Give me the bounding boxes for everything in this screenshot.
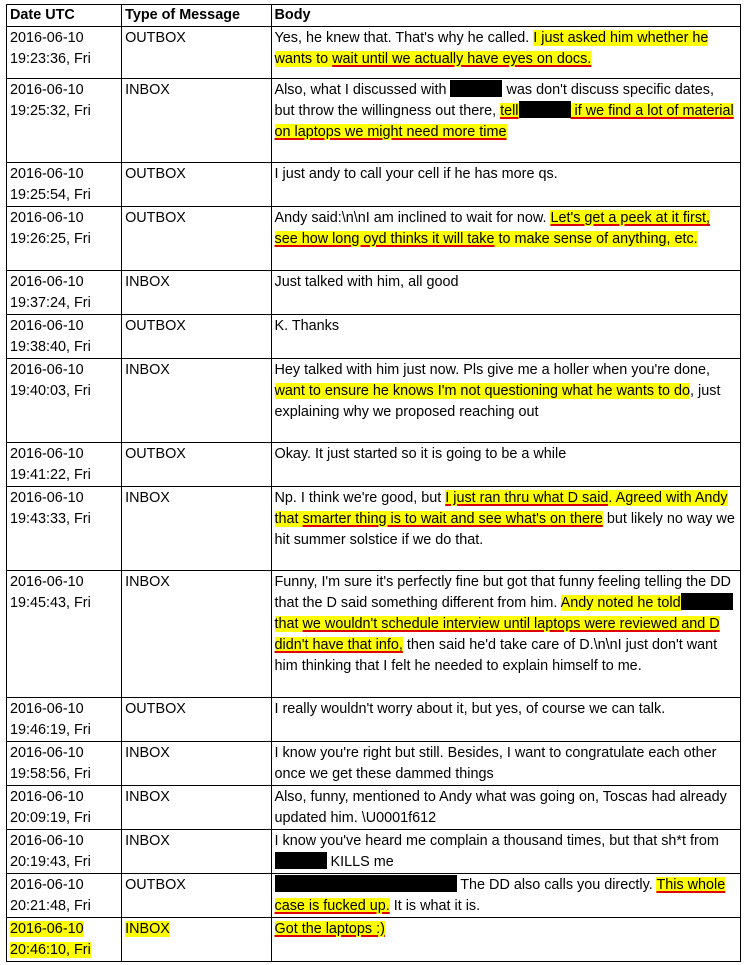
type-cell: INBOX [122, 487, 271, 571]
type-cell: INBOX [122, 571, 271, 698]
table-row [7, 830, 741, 874]
table-row [7, 163, 741, 207]
header-body: Body [271, 5, 740, 27]
body-cell: Also, what I discussed with was don't discuss specific dates, but throw the willingness out there, tell if we find a lot of material on laptops we might need more time [271, 79, 740, 163]
date-cell: 2016-06-10 19:40:03, Fri [7, 359, 122, 443]
redaction-box [275, 852, 327, 869]
redaction-box [519, 101, 571, 118]
date-cell: 2016-06-10 19:26:25, Fri [7, 207, 122, 271]
message-table [6, 4, 741, 962]
type-cell: OUTBOX [122, 27, 271, 79]
body-cell: K. Thanks [271, 315, 740, 359]
table-row [7, 207, 741, 271]
type-cell: OUTBOX [122, 163, 271, 207]
table-row [7, 443, 741, 487]
type-cell: INBOX [122, 79, 271, 163]
date-cell: 2016-06-10 19:37:24, Fri [7, 271, 122, 315]
date-cell: 2016-06-10 20:19:43, Fri [7, 830, 122, 874]
table-row [7, 786, 741, 830]
body-cell: I just andy to call your cell if he has more qs. [271, 163, 740, 207]
type-cell: INBOX [122, 786, 271, 830]
body-cell: I really wouldn't worry about it, but yes, of course we can talk. [271, 698, 740, 742]
header-row [7, 5, 741, 27]
date-cell: 2016-06-10 20:46:10, Fri [7, 918, 122, 962]
body-cell: Np. I think we're good, but I just ran thru what D said. Agreed with Andy that smarter thing is to wait and see what's on there but likely no way we hit summer solstice if we do that. [271, 487, 740, 571]
date-cell: 2016-06-10 19:45:43, Fri [7, 571, 122, 698]
type-cell: OUTBOX [122, 443, 271, 487]
redaction-box [681, 593, 733, 610]
type-cell: INBOX [122, 271, 271, 315]
body-cell: Hey talked with him just now. Pls give me a holler when you're done, want to ensure he knows I'm not questioning what he wants to do, just explaining why we proposed reaching out [271, 359, 740, 443]
date-cell: 2016-06-10 19:58:56, Fri [7, 742, 122, 786]
date-cell: 2016-06-10 20:09:19, Fri [7, 786, 122, 830]
body-cell: Just talked with him, all good [271, 271, 740, 315]
date-cell: 2016-06-10 19:25:54, Fri [7, 163, 122, 207]
date-cell: 2016-06-10 19:25:32, Fri [7, 79, 122, 163]
table-row [7, 918, 741, 962]
table-row [7, 742, 741, 786]
body-cell: I know you're right but still. Besides, I want to congratulate each other once we get these dammed things [271, 742, 740, 786]
header-type: Type of Message [122, 5, 271, 27]
type-cell: INBOX [122, 359, 271, 443]
table-row [7, 79, 741, 163]
table-row [7, 315, 741, 359]
date-cell: 2016-06-10 19:46:19, Fri [7, 698, 122, 742]
body-cell: I know you've heard me complain a thousand times, but that sh*t fromKILLS me [271, 830, 740, 874]
table-row [7, 487, 741, 571]
table-row [7, 271, 741, 315]
body-cell: Also, funny, mentioned to Andy what was going on, Toscas had already updated him. \U0001f612 [271, 786, 740, 830]
body-cell: Okay. It just started so it is going to be a while [271, 443, 740, 487]
redaction-box [275, 875, 457, 892]
type-cell: INBOX [122, 918, 271, 962]
type-cell: INBOX [122, 830, 271, 874]
table-row [7, 874, 741, 918]
header-date: Date UTC [7, 5, 122, 27]
type-cell: INBOX [122, 742, 271, 786]
type-cell: OUTBOX [122, 315, 271, 359]
redaction-box [450, 80, 502, 97]
body-cell: Funny, I'm sure it's perfectly fine but got that funny feeling telling the DD that the D said something different from him. Andy noted he told that we wouldn't schedule interview until laptops were reviewed and D didn't have that info, then said he'd take care of D.\n\nI just don't want him thinking that I felt he needed to explain himself to me. [271, 571, 740, 698]
type-cell: OUTBOX [122, 698, 271, 742]
body-cell: Yes, he knew that. That's why he called. I just asked him whether he wants to wait until we actually have eyes on docs. [271, 27, 740, 79]
table-row [7, 571, 741, 698]
date-cell: 2016-06-10 19:38:40, Fri [7, 315, 122, 359]
type-cell: OUTBOX [122, 874, 271, 918]
date-cell: 2016-06-10 19:23:36, Fri [7, 27, 122, 79]
body-cell: The DD also calls you directly. This whole case is fucked up. It is what it is. [271, 874, 740, 918]
date-cell: 2016-06-10 20:21:48, Fri [7, 874, 122, 918]
table-row [7, 359, 741, 443]
date-cell: 2016-06-10 19:43:33, Fri [7, 487, 122, 571]
type-cell: OUTBOX [122, 207, 271, 271]
body-cell: Got the laptops :) [271, 918, 740, 962]
table-row [7, 27, 741, 79]
date-cell: 2016-06-10 19:41:22, Fri [7, 443, 122, 487]
table-row [7, 698, 741, 742]
body-cell: Andy said:\n\nI am inclined to wait for now. Let's get a peek at it first, see how long oyd thinks it will take to make sense of anything, etc. [271, 207, 740, 271]
